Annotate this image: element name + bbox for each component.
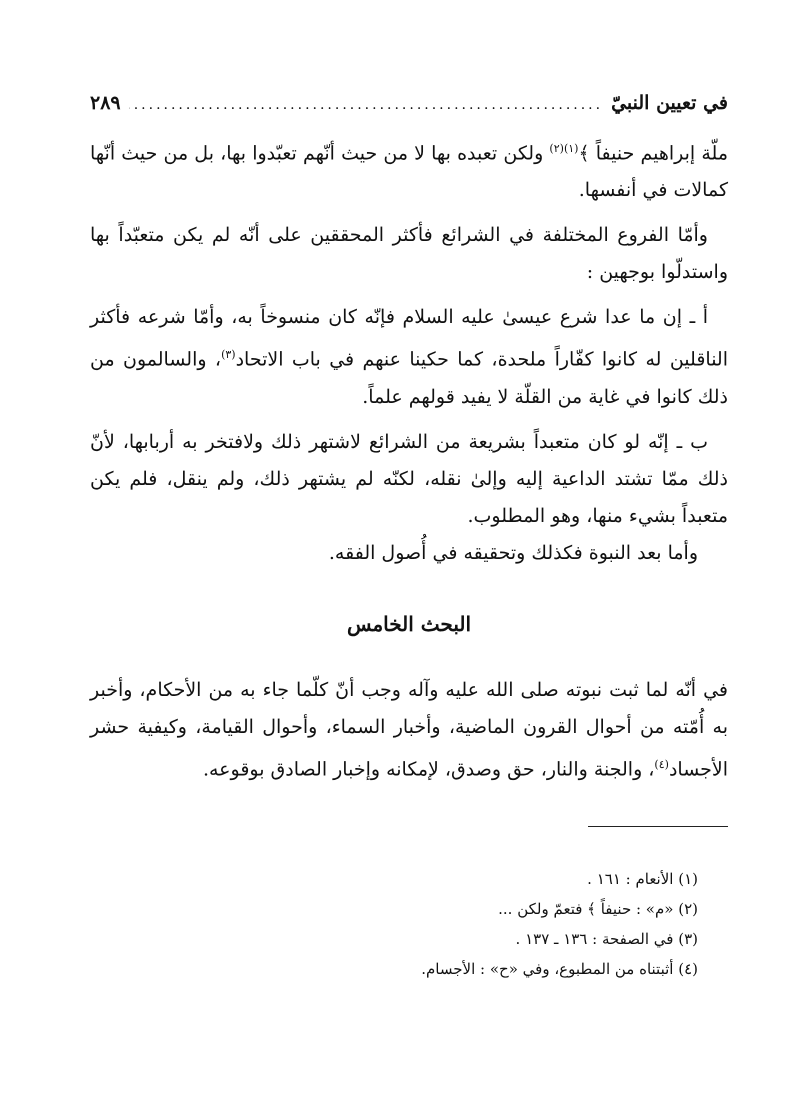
- dot-leader: [129, 97, 603, 113]
- paragraph-after-prophethood: وأما بعد النبوة فكذلك وتحقيقه في أُصول الفقه.: [328, 541, 698, 564]
- section-heading: البحث الخامس: [346, 611, 472, 636]
- section-text: في أنّه لما ثبت نبوته صلى الله عليه وآله وجب أنّ كلّما جاء به من الأحكام، وأخبر به أُمّته من أحوال القرون الماضية، وأخبار السماء، وأحوال القيامة، وكيفية حشر الأجساد: [90, 678, 728, 780]
- argument-a-text-end: ، والسالمون من ذلك كانوا في غاية من القلّة لا يفيد قولهم علماً.: [90, 348, 728, 408]
- page-number: ٢٨٩: [90, 92, 121, 114]
- running-header: [90, 92, 728, 130]
- footnote-separator-area: [90, 788, 728, 828]
- footnote-marker-1: (١): [563, 142, 579, 155]
- footnote-2: (٢) «م» : حنيفاً ﴾ فتعمّ ولكن ...: [498, 899, 698, 918]
- footnote-marker-4: (٤): [654, 757, 669, 771]
- book-page: [90, 92, 728, 984]
- footnote-marker-2: (٢): [549, 142, 564, 155]
- paragraph-branches: وأمّا الفروع المختلفة في الشرائع فأكثر المحققين على أنّه لم يكن متعبّداً بها واستدلّوا بوجهين :: [90, 224, 728, 284]
- running-title: في تعيين النبيّ: [611, 92, 728, 114]
- paragraph-argument-a: [90, 299, 728, 415]
- quran-quote-end: ملّة إبراهيم حنيفاً ﴾: [578, 142, 728, 165]
- section-text-end: ، والجنة والنار، حق وصدق، لإمكانه وإخبار الصادق بوقوعه.: [202, 757, 655, 780]
- continuation-text: ولكن تعبده بها لا من حيث أنّهم تعبّدوا بها، بل من حيث أنّها كمالات في أنفسها.: [90, 142, 728, 202]
- section-paragraph: [90, 672, 728, 788]
- argument-a-text: أ ـ إن ما عدا شرع عيسىٰ عليه السلام فإنّه كان منسوخاً به، وأمّا شرعه فأكثر الناقلين له كانوا كفّاراً ملحدة، كما حكينا عنهم في باب الاتحاد: [90, 306, 728, 371]
- paragraph-continuation: [90, 130, 728, 209]
- footnotes: [90, 864, 728, 984]
- section-body: [90, 672, 728, 788]
- footnote-rule: [588, 826, 728, 827]
- footnote-3: (٣) في الصفحة : ١٣٦ ـ ١٣٧ .: [515, 929, 698, 948]
- paragraph-argument-b: ب ـ إنّه لو كان متعبداً بشريعة من الشرائع لاشتهر ذلك ولافتخر به أربابها، لأنّ ذلك ممّا تشتد الداعية إليه وإلىٰ نقله، لكنّه لم يشتهر ذلك، ولم ينقل، فلم يكن متعبداً بشيء منها، وهو المطلوب.: [90, 430, 728, 527]
- footnote-4: (٤) أثبتناه من المطبوع، وفي «ح» : الأجسام.: [421, 959, 698, 978]
- footnote-marker-3: (٣): [221, 348, 236, 362]
- footnote-1: (١) الأنعام : ١٦١ .: [587, 869, 698, 888]
- main-text: [90, 130, 728, 572]
